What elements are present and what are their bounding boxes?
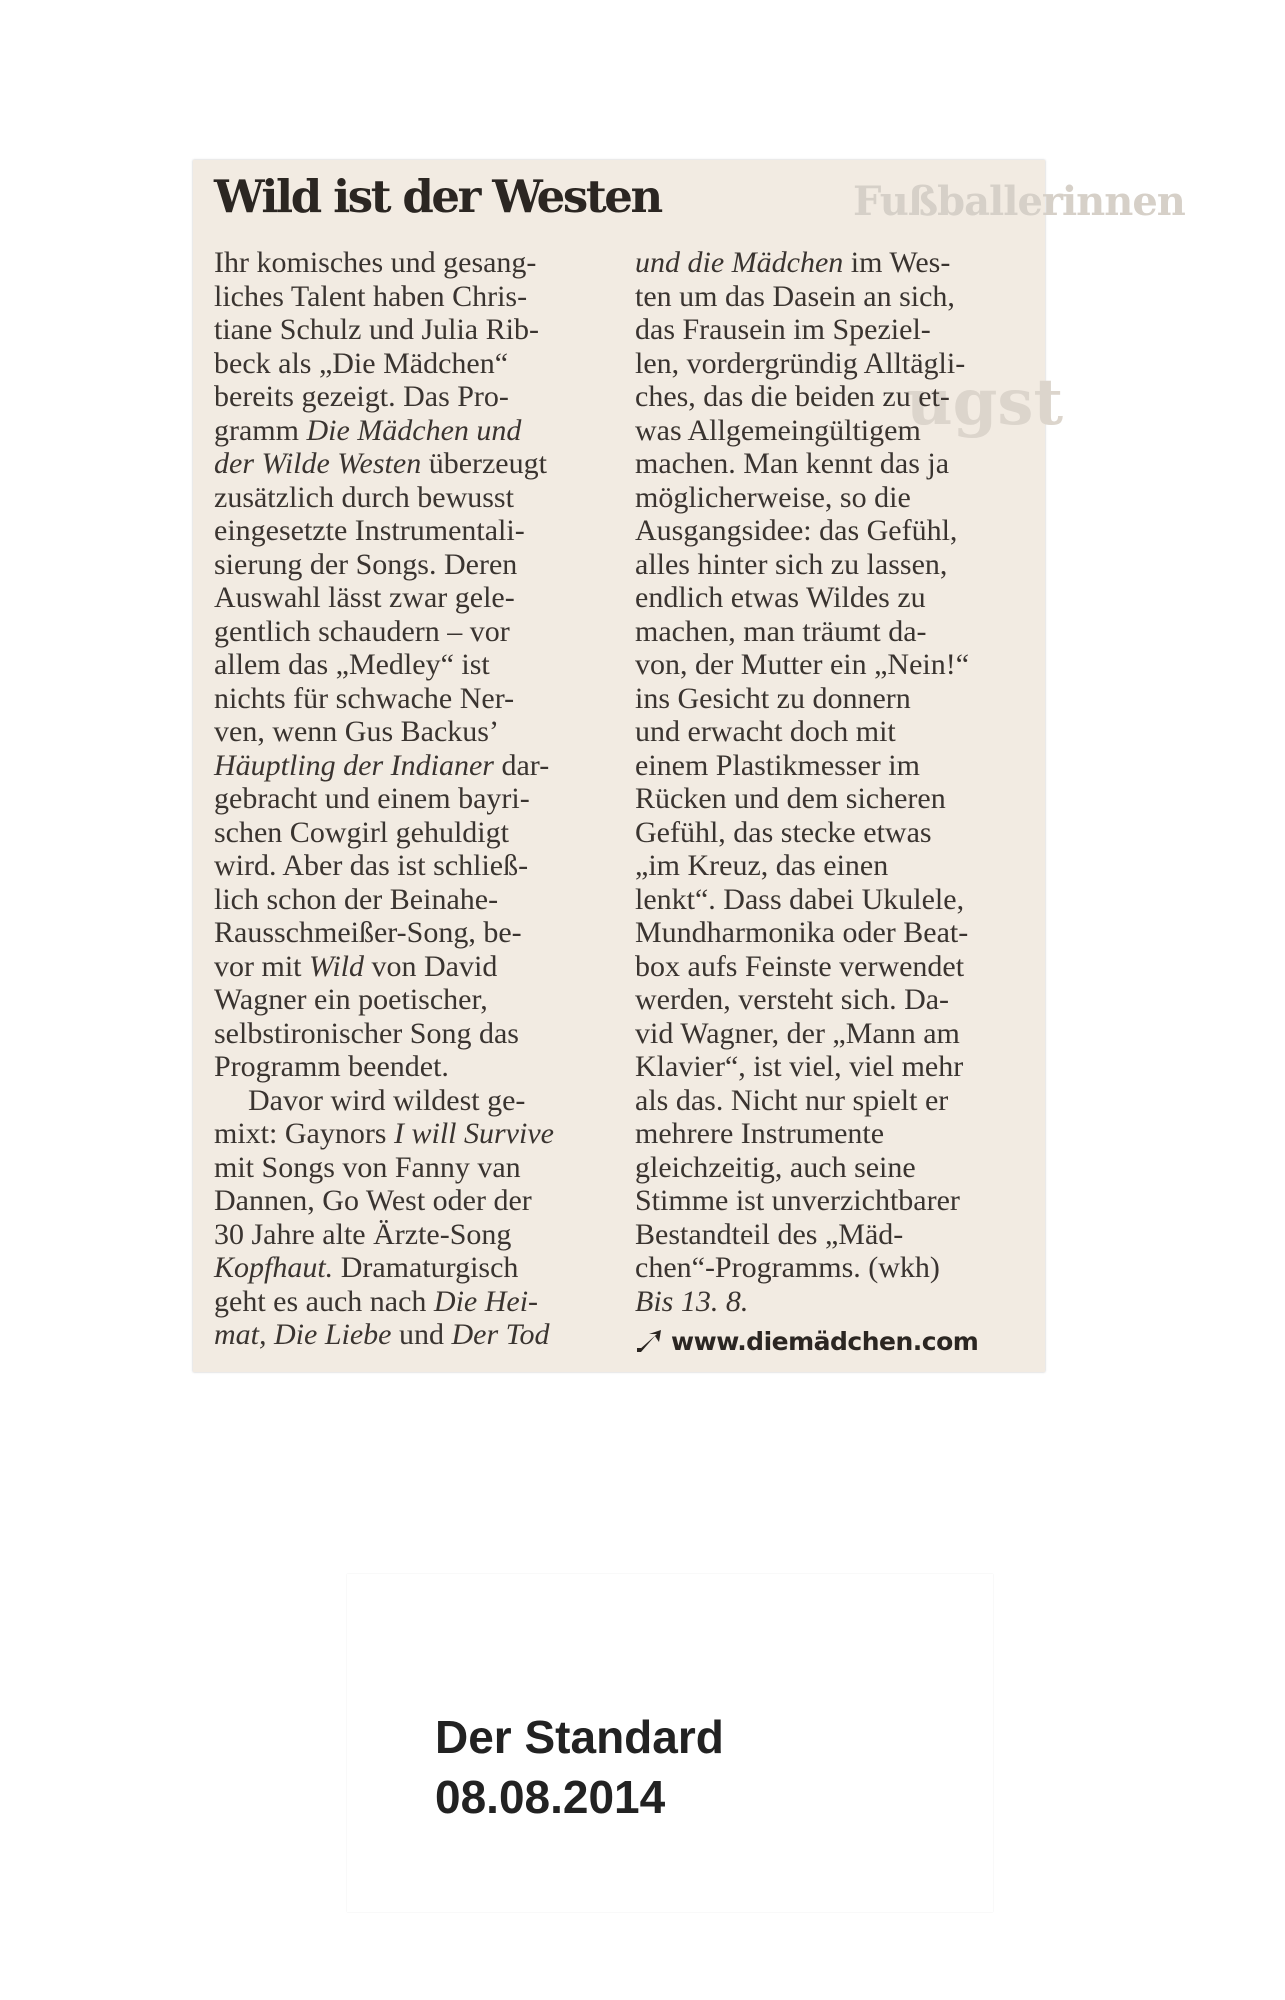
- text-segment: als das. Nicht nur spielt er: [635, 1083, 949, 1117]
- text-line: [635, 313, 1035, 347]
- website-link[interactable]: www.diemädchen.com: [671, 1327, 979, 1356]
- text-segment: gebracht und einem bayri-: [214, 782, 530, 815]
- article-column-left: [214, 246, 614, 1352]
- text-segment: Ausgangsidee: das Gefühl,: [635, 514, 958, 547]
- italic-title: Bis 13. 8.: [635, 1284, 749, 1318]
- text-line: [214, 246, 614, 280]
- text-line: [635, 581, 1035, 615]
- article-column-right-text: [635, 246, 1035, 1318]
- text-segment: vor mit: [214, 949, 309, 983]
- text-line: [214, 1218, 614, 1252]
- text-segment: 30 Jahre alte Ärzte-Song: [214, 1217, 512, 1251]
- text-segment: Davor wird wildest ge-: [248, 1083, 526, 1117]
- text-line: [214, 816, 614, 850]
- text-segment: gentlich schaudern – vor: [214, 614, 510, 648]
- text-segment: von David: [364, 949, 498, 983]
- text-segment: Bestandteil des „Mäd-: [635, 1217, 904, 1251]
- text-line: [214, 849, 614, 883]
- text-line: [214, 682, 614, 716]
- text-segment: zusätzlich durch bewusst: [214, 480, 514, 514]
- italic-title: Kopfhaut.: [214, 1251, 334, 1284]
- text-line: [635, 648, 1035, 682]
- text-segment: sierung der Songs. Deren: [214, 547, 518, 581]
- text-line: [635, 1050, 1035, 1084]
- text-segment: wird. Aber das ist schließ-: [214, 849, 529, 882]
- text-segment: endlich etwas Wildes zu: [635, 581, 926, 614]
- text-segment: Gefühl, das stecke etwas: [635, 815, 932, 849]
- text-segment: Stimme ist unverzichtbarer: [635, 1184, 960, 1217]
- text-line: [214, 447, 614, 481]
- text-line: [214, 380, 614, 414]
- text-segment: und: [391, 1318, 452, 1351]
- text-segment: dar-: [493, 748, 550, 782]
- text-line: [635, 481, 1035, 515]
- text-segment: mit Songs von Fanny van: [214, 1150, 521, 1184]
- text-segment: gleichzeitig, auch seine: [635, 1150, 916, 1184]
- text-segment: lenkt“. Dass dabei Ukulele,: [635, 882, 965, 916]
- adjacent-article-heading: Fußballerinnen: [853, 178, 1185, 225]
- text-line: [214, 950, 614, 984]
- text-segment: Wagner ein poetischer,: [214, 983, 488, 1016]
- text-line: [635, 280, 1035, 314]
- publication-name: Der Standard: [435, 1711, 724, 1763]
- text-segment: nichts für schwache Ner-: [214, 681, 515, 715]
- text-segment: schen Cowgirl gehuldigt: [214, 815, 509, 849]
- text-line: [214, 1251, 614, 1285]
- text-line: [214, 1050, 614, 1084]
- text-line: [635, 816, 1035, 850]
- italic-title: Häuptling der Indianer: [214, 748, 494, 782]
- text-line: [214, 347, 614, 381]
- text-line: [214, 1285, 614, 1319]
- text-line: [214, 916, 614, 950]
- text-segment: Ihr komisches und gesang-: [214, 246, 537, 279]
- text-line: [214, 1318, 614, 1352]
- text-segment: machen. Man kennt das ja: [635, 447, 950, 480]
- text-line: [214, 648, 614, 682]
- text-line: [214, 715, 614, 749]
- text-line: [635, 883, 1035, 917]
- text-segment: Dannen, Go West oder der: [214, 1184, 532, 1217]
- italic-title: und die Mädchen: [635, 246, 844, 279]
- text-segment: Auswahl lässt zwar gele-: [214, 581, 515, 614]
- text-segment: len, vordergründig Alltägli-: [635, 346, 966, 380]
- text-segment: das Frausein im Speziel-: [635, 313, 931, 346]
- text-line: [635, 1084, 1035, 1118]
- text-line: [214, 1151, 614, 1185]
- text-line: [635, 682, 1035, 716]
- article-column-right: [635, 246, 1035, 1360]
- text-segment: Rausschmeißer-Song, be-: [214, 916, 522, 949]
- text-line: [635, 380, 1035, 414]
- text-segment: eingesetzte Instrumentali-: [214, 514, 525, 547]
- text-segment: Programm beendet.: [214, 1050, 449, 1083]
- text-segment: ten um das Dasein an sich,: [635, 279, 955, 313]
- text-segment: Dramaturgisch: [333, 1251, 519, 1284]
- text-line: [635, 715, 1035, 749]
- text-line: [214, 1184, 614, 1218]
- text-segment: alles hinter sich zu lassen,: [635, 547, 948, 581]
- text-segment: lich schon der Beinahe-: [214, 882, 499, 916]
- text-line: [635, 849, 1035, 883]
- text-line: [635, 548, 1035, 582]
- text-line: [635, 1285, 1035, 1319]
- text-line: [214, 414, 614, 448]
- arrow-icon: [635, 1328, 665, 1354]
- text-line: [635, 514, 1035, 548]
- text-segment: was Allgemeingültigem: [635, 413, 921, 447]
- text-line: [635, 447, 1035, 481]
- text-line: [635, 615, 1035, 649]
- text-line: [635, 1251, 1035, 1285]
- text-segment: und erwacht doch mit: [635, 715, 896, 748]
- text-line: [635, 1017, 1035, 1051]
- text-line: [635, 983, 1035, 1017]
- text-line: [214, 280, 614, 314]
- text-segment: mehrere Instrumente: [635, 1117, 885, 1150]
- text-segment: mixt: Gaynors: [214, 1117, 394, 1150]
- article-headline: Wild ist der Westen: [214, 170, 661, 223]
- text-line: [635, 749, 1035, 783]
- text-segment: chen“-Programms. (wkh): [635, 1251, 940, 1284]
- italic-title: Die Hei-: [433, 1284, 539, 1318]
- text-segment: ches, das die beiden zu et-: [635, 380, 950, 413]
- text-line: [214, 749, 614, 783]
- publication-date: 08.08.2014: [435, 1771, 666, 1823]
- text-segment: allem das „Medley“ ist: [214, 648, 490, 681]
- text-line: [635, 414, 1035, 448]
- text-line: [214, 581, 614, 615]
- text-segment: selbstironischer Song das: [214, 1016, 519, 1050]
- text-line: [214, 313, 614, 347]
- text-line: [214, 1084, 614, 1118]
- text-segment: liches Talent haben Chris-: [214, 279, 528, 313]
- website-line: [635, 1324, 1035, 1360]
- text-segment: „im Kreuz, das einen: [635, 849, 889, 882]
- text-line: [214, 1117, 614, 1151]
- text-segment: überzeugt: [421, 447, 547, 480]
- italic-title: Der Tod: [451, 1318, 550, 1351]
- text-line: [214, 983, 614, 1017]
- source-label-card: [347, 1574, 993, 1912]
- italic-title: Die Mädchen und: [306, 413, 522, 447]
- text-segment: werden, versteht sich. Da-: [635, 983, 950, 1016]
- text-line: [214, 1017, 614, 1051]
- text-segment: Klavier“, ist viel, viel mehr: [635, 1050, 964, 1083]
- text-line: [214, 782, 614, 816]
- text-line: [635, 782, 1035, 816]
- text-segment: im Wes-: [843, 246, 951, 279]
- italic-title: I will Survive: [394, 1117, 554, 1150]
- text-segment: geht es auch nach: [214, 1284, 434, 1318]
- text-line: [635, 347, 1035, 381]
- text-segment: Mundharmonika oder Beat-: [635, 916, 969, 949]
- text-segment: von, der Mutter ein „Nein!“: [635, 648, 970, 681]
- text-segment: vid Wagner, der „Mann am: [635, 1016, 960, 1050]
- italic-title: mat, Die Liebe: [214, 1318, 392, 1351]
- adjacent-article-fragment: ugst: [906, 365, 1063, 440]
- text-line: [635, 916, 1035, 950]
- text-segment: tiane Schulz und Julia Rib-: [214, 313, 539, 346]
- text-line: [635, 1151, 1035, 1185]
- text-segment: einem Plastikmesser im: [635, 748, 920, 782]
- italic-title: Wild: [309, 949, 365, 983]
- text-segment: ven, wenn Gus Backus’: [214, 715, 499, 748]
- text-segment: ins Gesicht zu donnern: [635, 681, 911, 715]
- text-line: [635, 950, 1035, 984]
- italic-title: der Wilde Westen: [214, 447, 422, 480]
- text-line: [214, 883, 614, 917]
- text-segment: beck als „Die Mädchen“: [214, 346, 509, 380]
- text-line: [214, 481, 614, 515]
- text-line: [635, 1218, 1035, 1252]
- text-segment: gramm: [214, 413, 307, 447]
- newspaper-clipping: [193, 160, 1185, 1372]
- text-segment: bereits gezeigt. Das Pro-: [214, 380, 509, 413]
- text-line: [214, 514, 614, 548]
- text-segment: machen, man träumt da-: [635, 614, 927, 648]
- text-line: [635, 1184, 1035, 1218]
- text-line: [214, 615, 614, 649]
- text-line: [214, 548, 614, 582]
- text-line: [635, 246, 1035, 280]
- text-segment: box aufs Feinste verwendet: [635, 949, 965, 983]
- text-segment: möglicherweise, so die: [635, 480, 911, 514]
- text-segment: Rücken und dem sicheren: [635, 782, 946, 815]
- text-line: [635, 1117, 1035, 1151]
